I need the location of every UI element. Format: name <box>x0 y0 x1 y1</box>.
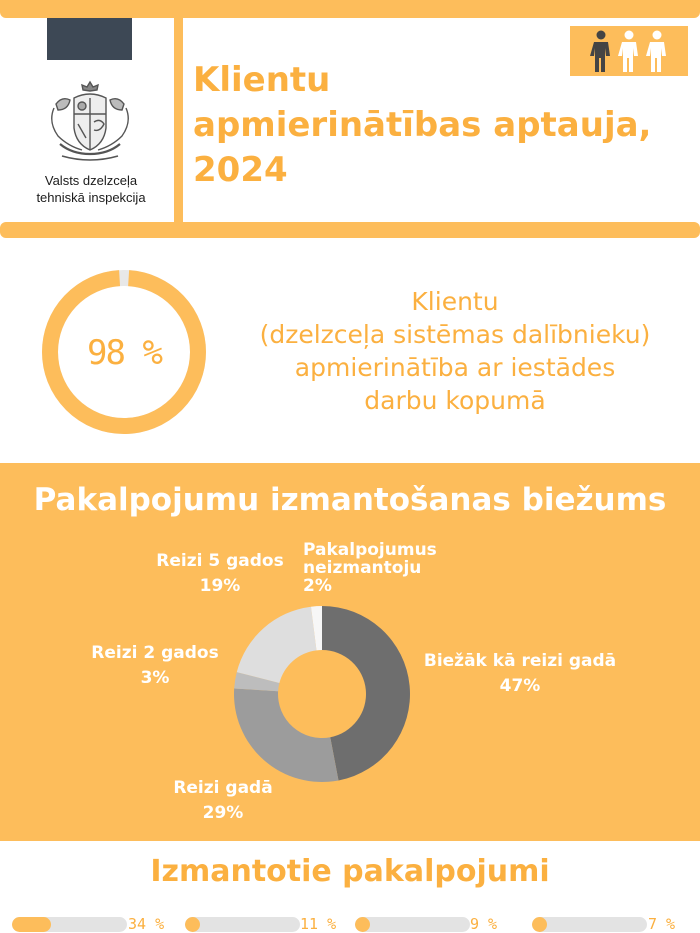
service-bar-fill <box>12 917 51 932</box>
slice-value: 29% <box>202 803 244 823</box>
slice-name-line1: Pakalpojumus <box>303 540 437 560</box>
people-icon-box <box>570 26 688 76</box>
header-divider <box>174 0 183 232</box>
satisfaction-line1: Klientu <box>411 287 499 316</box>
usage-donut-chart <box>232 604 412 784</box>
header-bottom-bar <box>0 222 700 238</box>
organization-name <box>16 172 166 206</box>
satisfaction-line3: apmierinātība ar iestādes <box>294 353 616 382</box>
person-light-icon <box>616 30 642 72</box>
page-title-line1: Klientu <box>193 60 331 100</box>
service-bar-value: 34 % <box>128 915 165 933</box>
person-dark-icon <box>588 30 614 72</box>
slice-label-yearly <box>148 776 298 826</box>
person-light-icon <box>644 30 670 72</box>
service-bar-fill <box>185 917 200 932</box>
service-bar-value: 11 % <box>300 915 337 933</box>
donut-slice-1 <box>234 688 338 782</box>
satisfaction-line4: darbu kopumā <box>364 386 546 415</box>
service-bar-track <box>355 917 470 932</box>
service-bar-track <box>12 917 127 932</box>
page-title-line3: 2024 <box>193 150 288 190</box>
organization-name-line1: Valsts dzelzceļa <box>44 173 138 188</box>
page-title <box>193 58 673 193</box>
slice-name: Reizi gadā <box>173 778 273 798</box>
donut-slice-3 <box>237 607 317 683</box>
coat-of-arms-icon <box>40 74 140 174</box>
slice-value: 47% <box>499 676 541 696</box>
logo-block <box>47 18 132 60</box>
slice-value: 19% <box>199 576 241 596</box>
services-title: Izmantotie pakalpojumi <box>150 854 550 889</box>
donut-slice-0 <box>322 606 410 780</box>
slice-value: 2% <box>303 576 332 596</box>
service-bar-fill <box>355 917 370 932</box>
service-bar-track <box>532 917 647 932</box>
service-bar-value: 9 % <box>470 915 498 933</box>
slice-name: Reizi 2 gados <box>91 643 219 663</box>
header-top-bar <box>0 0 700 18</box>
satisfaction-percent: 98 % <box>87 333 161 373</box>
chart-title: Pakalpojumu izmantošanas biežums <box>33 482 667 518</box>
satisfaction-description <box>210 285 700 417</box>
slice-value: 3% <box>140 668 170 688</box>
slice-name: Biežāk kā reizi gadā <box>423 651 617 671</box>
slice-label-not-used <box>303 541 473 595</box>
slice-label-more-than-yearly <box>400 649 640 699</box>
service-bar-value: 7 % <box>648 915 676 933</box>
organization-name-line2: tehniskā inspekcija <box>36 190 146 205</box>
slice-name-line2: neizmantoju <box>303 558 422 578</box>
satisfaction-line2: (dzelzceļa sistēmas dalībnieku) <box>259 320 651 349</box>
slice-name: Reizi 5 gados <box>156 551 284 571</box>
slice-label-every-5-years <box>130 549 310 599</box>
service-bar-fill <box>532 917 547 932</box>
service-bar-track <box>185 917 300 932</box>
page-title-line2: apmierinātības aptauja, <box>193 105 652 145</box>
slice-label-every-2-years <box>70 641 240 691</box>
